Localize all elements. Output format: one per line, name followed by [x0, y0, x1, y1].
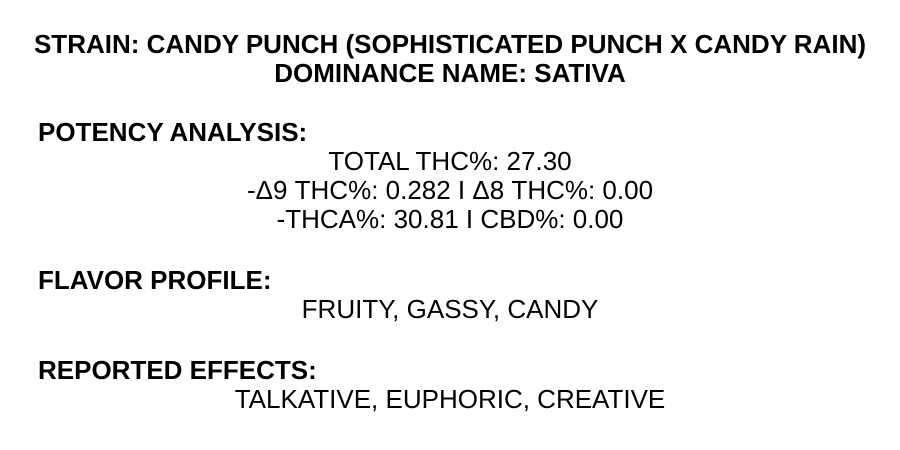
strain-title: STRAIN: CANDY PUNCH (SOPHISTICATED PUNCH X CANDY RAIN)	[33, 29, 867, 59]
document-header	[0, 30, 900, 88]
reported-effects-heading: REPORTED EFFECTS:	[38, 355, 317, 385]
dominance-title: DOMINANCE NAME: SATIVA	[274, 58, 626, 88]
section-potency-analysis	[0, 118, 900, 234]
flavor-profile-values: FRUITY, GASSY, CANDY	[301, 294, 599, 324]
potency-analysis-heading: POTENCY ANALYSIS:	[38, 117, 308, 147]
delta9-delta8-thc-line: -Δ9 THC%: 0.282 I Δ8 THC%: 0.00	[246, 175, 654, 205]
flavor-profile-heading: FLAVOR PROFILE:	[38, 265, 272, 295]
total-thc-line: TOTAL THC%: 27.30	[328, 146, 572, 176]
thca-cbd-line: -THCA%: 30.81 I CBD%: 0.00	[276, 204, 624, 234]
section-reported-effects	[0, 356, 900, 414]
reported-effects-values: TALKATIVE, EUPHORIC, CREATIVE	[234, 384, 666, 414]
section-flavor-profile	[0, 266, 900, 324]
